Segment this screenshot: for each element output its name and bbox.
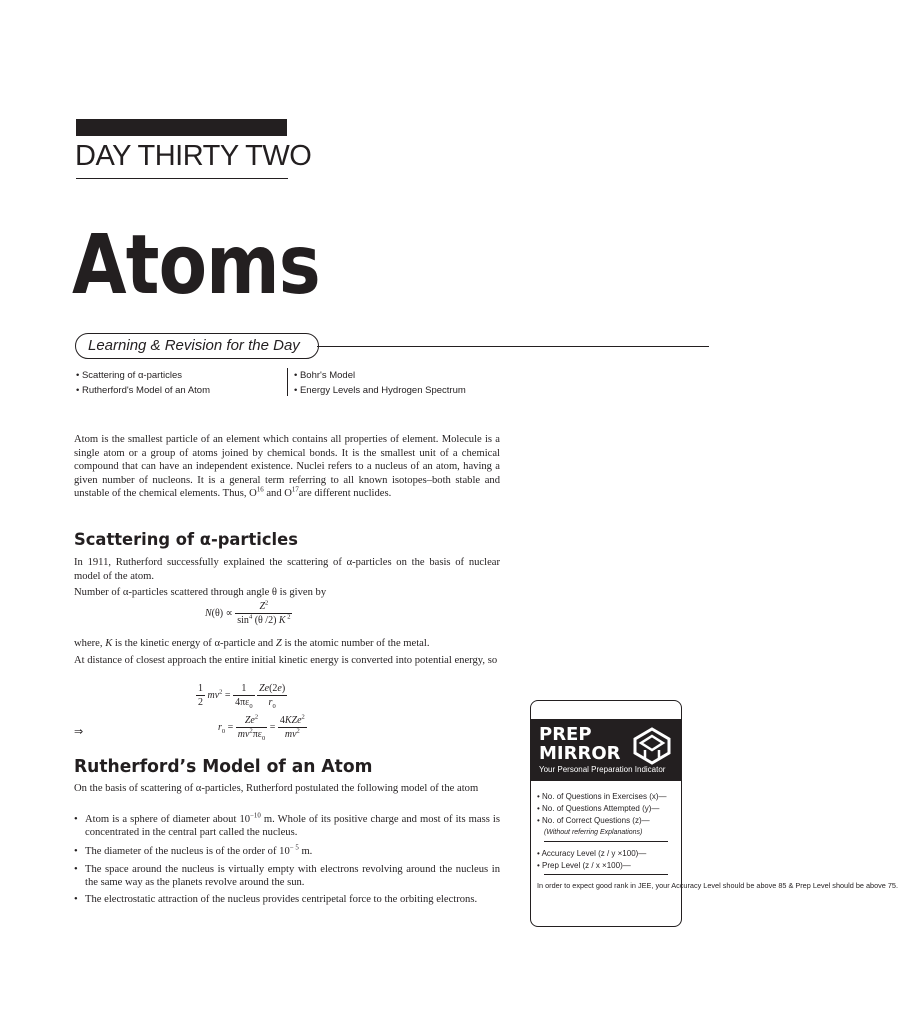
topics-left <box>76 368 210 398</box>
prep-mirror-logo-icon <box>632 727 672 765</box>
page-title: Atoms <box>72 218 320 313</box>
formula-scattering: N(θ) ∝ $\frac{Z^2}{\sin^4 (\theta /2) K ^2}$ <box>205 599 291 626</box>
list-item: • The electrostatic attraction of the nucleus provides centripetal force to the orbiting electrons. <box>74 894 478 905</box>
topics-right <box>294 368 466 398</box>
scattering-paragraph-3: where, K is the kinetic energy of α-particle and Z is the atomic number of the metal. <box>74 638 430 649</box>
implies-symbol: ⇒ <box>74 726 84 738</box>
prep-item: • No. of Questions Attempted (y)— <box>537 804 660 813</box>
prep-separator <box>544 874 668 875</box>
list-item: • The space around the nucleus is virtually empty with electrons revolving around the nucleus in the same way as the planets revolve around the sun. <box>74 864 500 888</box>
scattering-paragraph-1: In 1911, Rutherford successfully explained the scattering of α-particles on the basis of nuclear model of the atom. <box>74 557 500 582</box>
learning-label: Learning & Revision for the Day <box>88 337 300 354</box>
prep-item: • Accuracy Level (z / y ×100)— <box>537 849 647 858</box>
prep-item: • No. of Questions in Exercises (x)— <box>537 792 667 801</box>
prep-mirror-subtitle: Your Personal Preparation Indicator <box>539 765 666 774</box>
topic-item: • Bohr's Model <box>294 370 356 381</box>
day-label: DAY THIRTY TWO <box>75 140 312 172</box>
prep-item: • No. of Correct Questions (z)— <box>537 816 650 825</box>
section-heading-rutherford: Rutherford’s Model of an Atom <box>74 756 373 777</box>
intro-paragraph: Atom is the smallest particle of an element which contains all properties of element. Molecule is a single atom or a group of atoms joined by chemical bonds. It is the smallest unit of a chemical compound that can have an independent existence. Nuclei refers to a nucleus of an atom, having a given number of nucleons. It is a general term referring to all known isotopes–both stable and unstable of the chemical elements. Thus, $O^{16}$ and $O^{17}are$ different nuclides. <box>74 434 500 499</box>
rutherford-paragraph: On the basis of scattering of α-particles, Rutherford postulated the following model of the atom <box>74 783 479 794</box>
scattering-paragraph-2: Number of α-particles scattered through angle θ is given by <box>74 587 327 598</box>
prep-footer: In order to expect good rank in JEE, your Accuracy Level should be above 85 & Prep Level should be above 75. <box>537 881 898 890</box>
topic-item: • Rutherford's Model of an Atom <box>76 385 210 396</box>
prep-note: (Without referring Explanations) <box>544 829 643 836</box>
prep-mirror-header <box>531 719 681 781</box>
day-divider <box>76 178 288 179</box>
prep-separator <box>544 841 668 842</box>
topic-item: • Energy Levels and Hydrogen Spectrum <box>294 385 466 396</box>
list-item: • Atom is a sphere of diameter about $10^{-10}$ m. Whole of its positive charge and most of its mass is concentrated in the central part called the nucleus. <box>74 812 500 838</box>
list-item: • The diameter of the nucleus is of the order of $10^{- 5}$ m. <box>74 844 313 857</box>
topics-divider <box>287 368 288 396</box>
section-heading-scattering: Scattering of α-particles <box>74 530 298 550</box>
prep-mirror-box <box>530 700 898 927</box>
prep-mirror-title: PREP MIRROR <box>539 724 621 764</box>
topic-item: • Scattering of α-particles <box>76 370 182 381</box>
header-bar <box>76 119 287 136</box>
formula-closest-approach: $r_0$ = $\frac{Ze^2}{mv^2\pi\varepsilon_0}$ = $\frac{4KZe^2}{mv^2}$ <box>218 713 305 742</box>
prep-mirror-items <box>537 791 898 890</box>
learning-rule <box>317 346 709 347</box>
scattering-paragraph-4: At distance of closest approach the entire initial kinetic energy is converted into potential energy, so <box>74 655 498 666</box>
formula-energy: $\frac{1}{2}$ $mv^2$ = $\frac{1}{4\pi\varepsilon_0}$ $\frac{Ze(2e)}{r_0}$ <box>198 683 286 710</box>
prep-item: • Prep Level (z / x ×100)— <box>537 861 631 870</box>
